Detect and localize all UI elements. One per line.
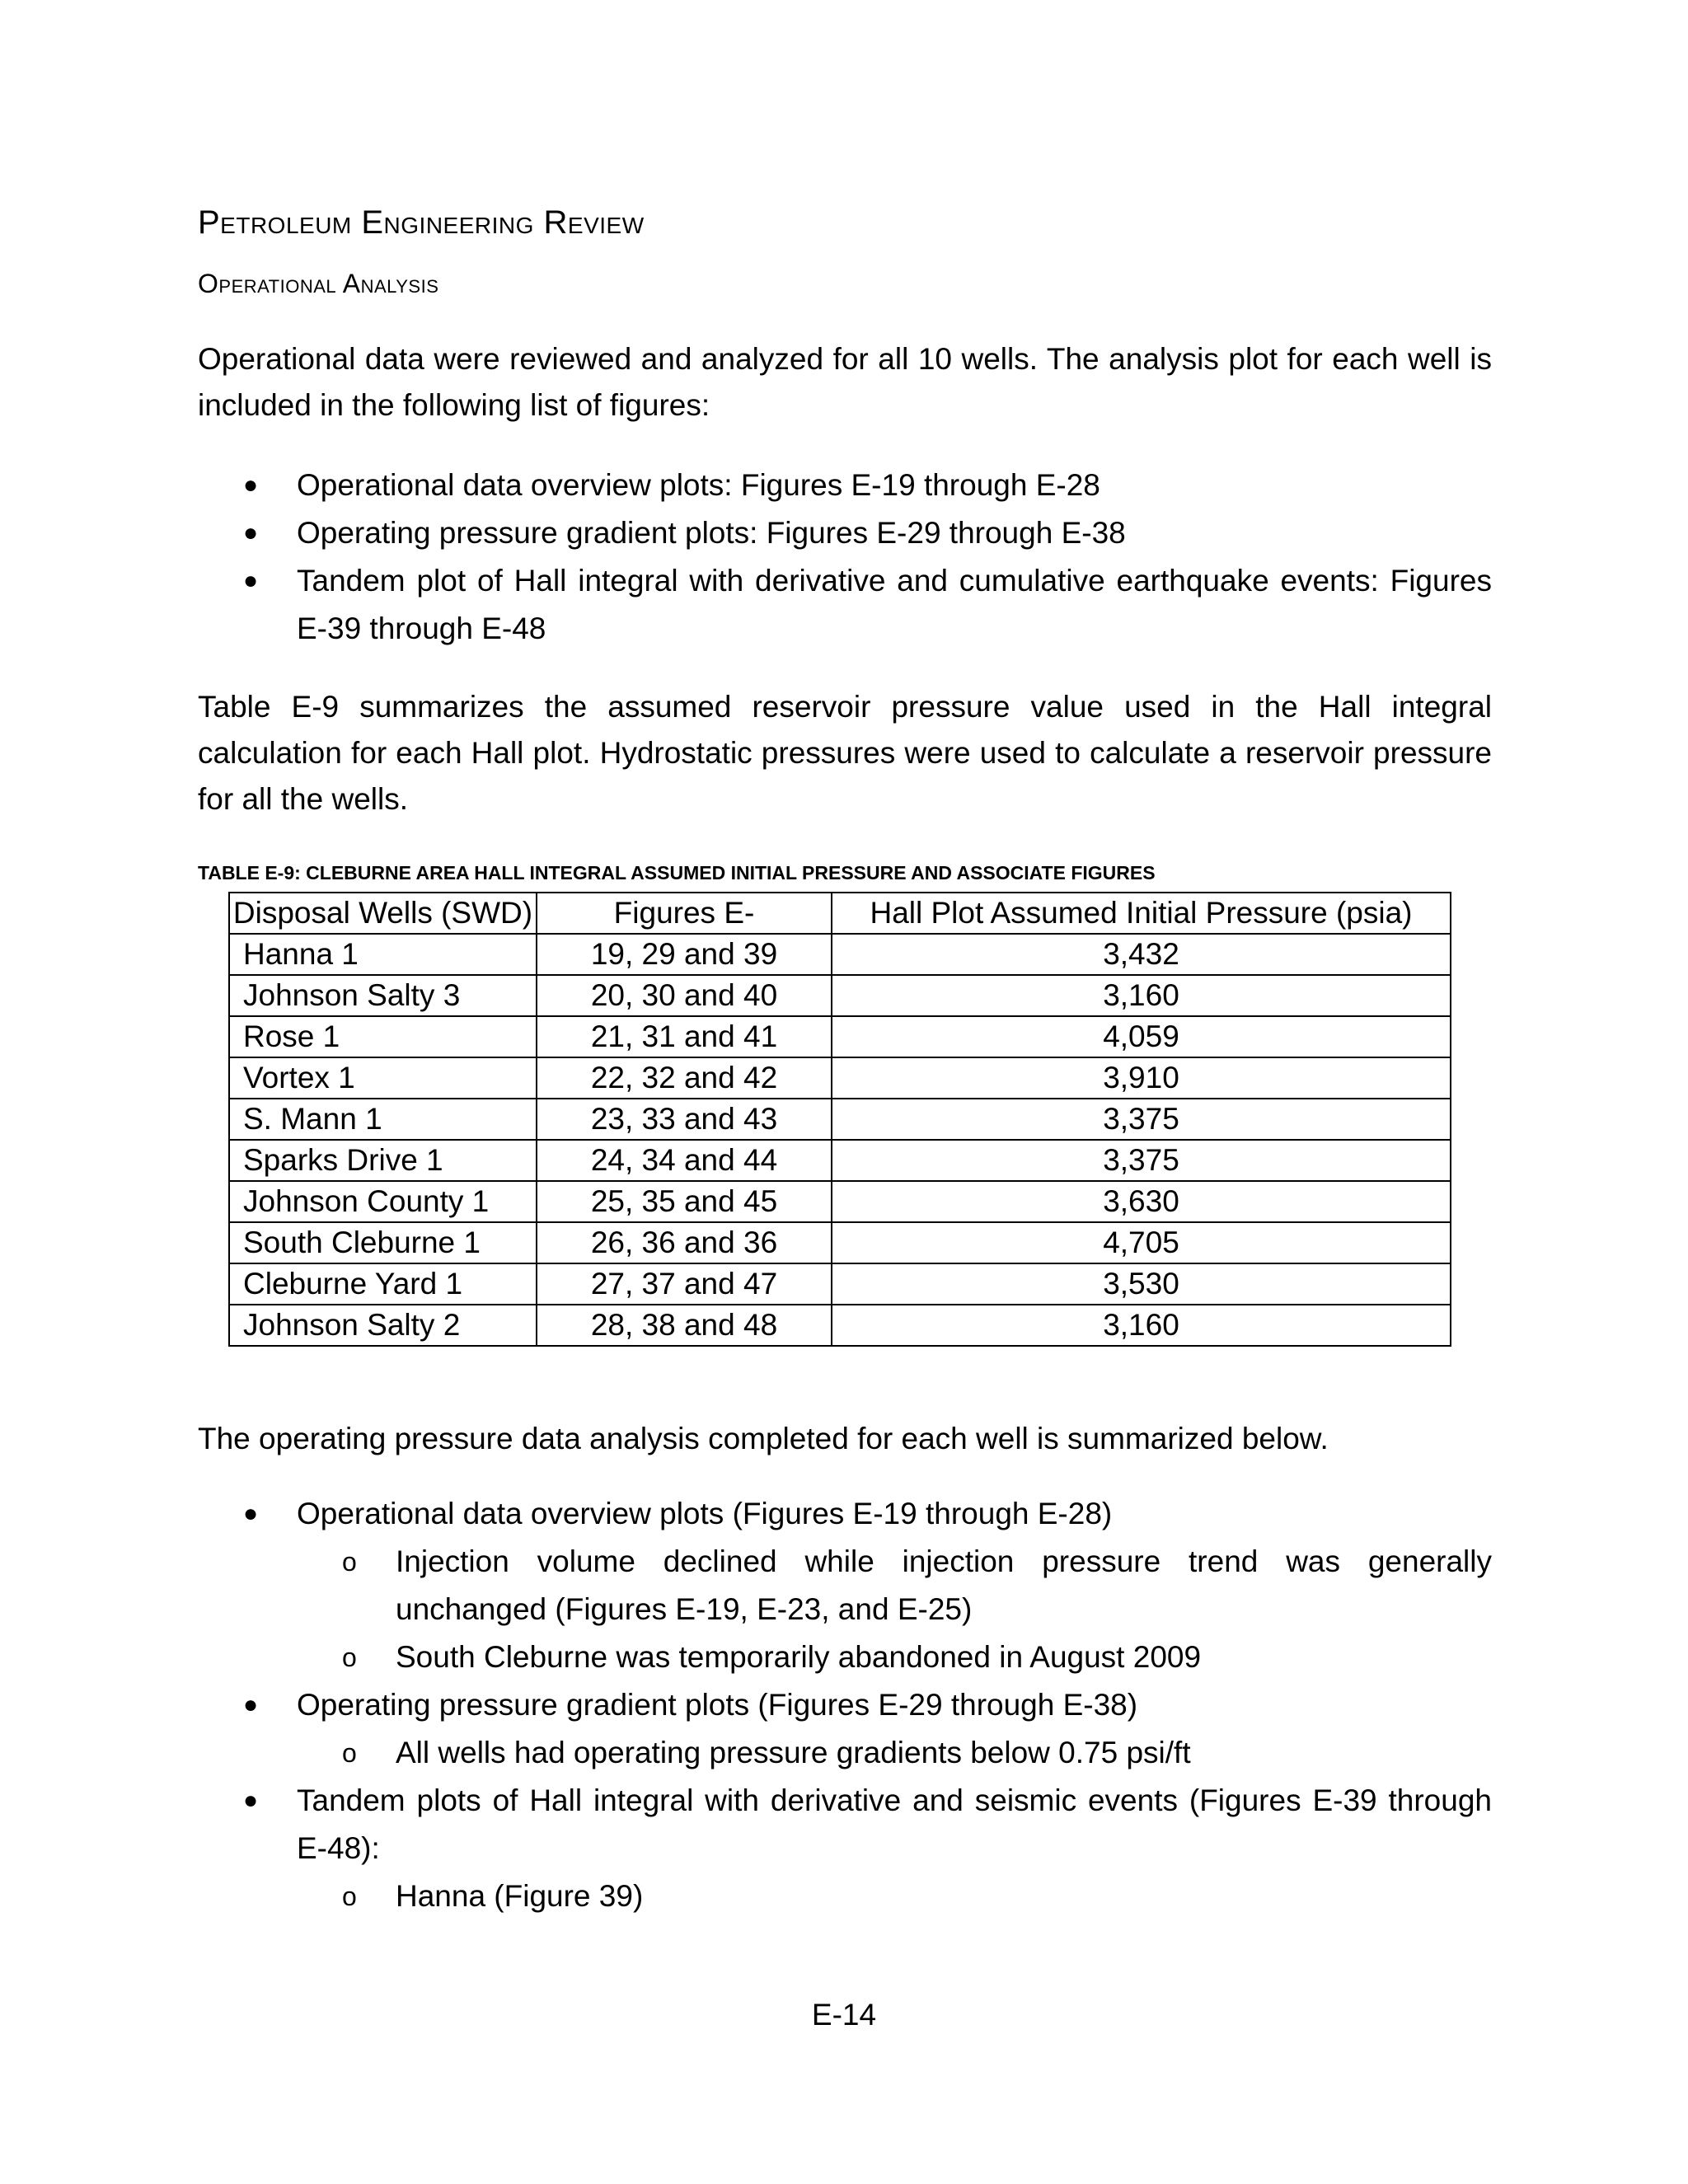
table-intro-paragraph: Table E-9 summarizes the assumed reservoir pressure value used in the Hall integral calculation for each Hall plot. Hydrostatic pressures were used to calculate a reservoir pressure for all the wells. <box>198 690 1492 816</box>
list-item: ● Tandem plot of Hall integral with derivative and cumulative earthquake events: Figures E-39 through E-48 <box>198 557 1492 653</box>
section-heading: Petroleum Engineering Review <box>198 204 645 241</box>
table-row: Johnson Salty 3 20, 30 and 40 3,160 <box>229 975 1451 1016</box>
bullet-icon: ● <box>243 1500 259 1527</box>
list-item: ● Operating pressure gradient plots: Figures E-29 through E-38 <box>198 509 1492 557</box>
table-row: Johnson County 1 25, 35 and 45 3,630 <box>229 1181 1451 1222</box>
table-row: Rose 1 21, 31 and 41 4,059 <box>229 1016 1451 1057</box>
sub-list-item: o Injection volume declined while injection pressure trend was generally unchanged (Figures E-19, E-23, and E-25) <box>198 1538 1492 1633</box>
bullet-icon: ● <box>243 519 259 546</box>
pressure-table <box>228 892 1451 1347</box>
column-header: Disposal Wells (SWD) <box>229 893 537 934</box>
sub-list-item: o All wells had operating pressure gradients below 0.75 psi/ft <box>198 1729 1492 1777</box>
sub-list <box>297 1729 1492 1777</box>
column-header: Hall Plot Assumed Initial Pressure (psia) <box>832 893 1451 934</box>
bullet-icon: ● <box>243 567 259 594</box>
sub-list <box>297 1872 1492 1920</box>
list-item: ● Operational data overview plots: Figures E-19 through E-28 <box>198 462 1492 509</box>
table-row: Johnson Salty 2 28, 38 and 48 3,160 <box>229 1305 1451 1346</box>
bullet-icon: ● <box>243 471 259 499</box>
table-row: Hanna 1 19, 29 and 39 3,432 <box>229 934 1451 975</box>
table-header-row <box>229 893 1451 934</box>
figure-list <box>198 462 1492 653</box>
circle-bullet-icon: o <box>342 1643 357 1672</box>
table-row: Sparks Drive 1 24, 34 and 44 3,375 <box>229 1140 1451 1181</box>
circle-bullet-icon: o <box>342 1882 357 1911</box>
column-header: Figures E- <box>537 893 832 934</box>
sub-list <box>297 1538 1492 1681</box>
sub-list-item: o South Cleburne was temporarily abandoned in August 2009 <box>198 1633 1492 1681</box>
summary-intro-paragraph: The operating pressure data analysis completed for each well is summarized below. <box>198 1422 1329 1455</box>
table-row: Cleburne Yard 1 27, 37 and 47 3,530 <box>229 1263 1451 1305</box>
summary-list <box>198 1490 1492 1920</box>
table-caption: TABLE E-9: CLEBURNE AREA HALL INTEGRAL ASSUMED INITIAL PRESSURE AND ASSOCIATE FIGURES <box>198 862 1156 883</box>
table-row: S. Mann 1 23, 33 and 43 3,375 <box>229 1099 1451 1140</box>
circle-bullet-icon: o <box>342 1547 357 1577</box>
list-item: ● Operational data overview plots (Figures E-19 through E-28) o Injection volume declined while injection pressure trend was generally unchanged (Figures E-19, E-23, and E-25) o South Cleburne was temporarily abandoned in August 2009 <box>198 1490 1492 1681</box>
intro-paragraph: Operational data were reviewed and analyzed for all 10 wells. The analysis plot for each well is included in the following list of figures: <box>198 342 1492 422</box>
sub-list-item: o Hanna (Figure 39) <box>198 1872 1492 1920</box>
list-item: ● Operating pressure gradient plots (Figures E-29 through E-38) o All wells had operating pressure gradients below 0.75 psi/ft <box>198 1681 1492 1777</box>
list-item: ● Tandem plots of Hall integral with derivative and seismic events (Figures E-39 through E-48): o Hanna (Figure 39) <box>198 1777 1492 1920</box>
table-row: Vortex 1 22, 32 and 42 3,910 <box>229 1057 1451 1099</box>
page-number: E-14 <box>811 1998 877 2032</box>
bullet-icon: ● <box>243 1787 259 1814</box>
table-row: South Cleburne 1 26, 36 and 36 4,705 <box>229 1222 1451 1263</box>
subsection-heading: Operational Analysis <box>198 269 439 298</box>
bullet-icon: ● <box>243 1691 259 1718</box>
circle-bullet-icon: o <box>342 1738 357 1768</box>
